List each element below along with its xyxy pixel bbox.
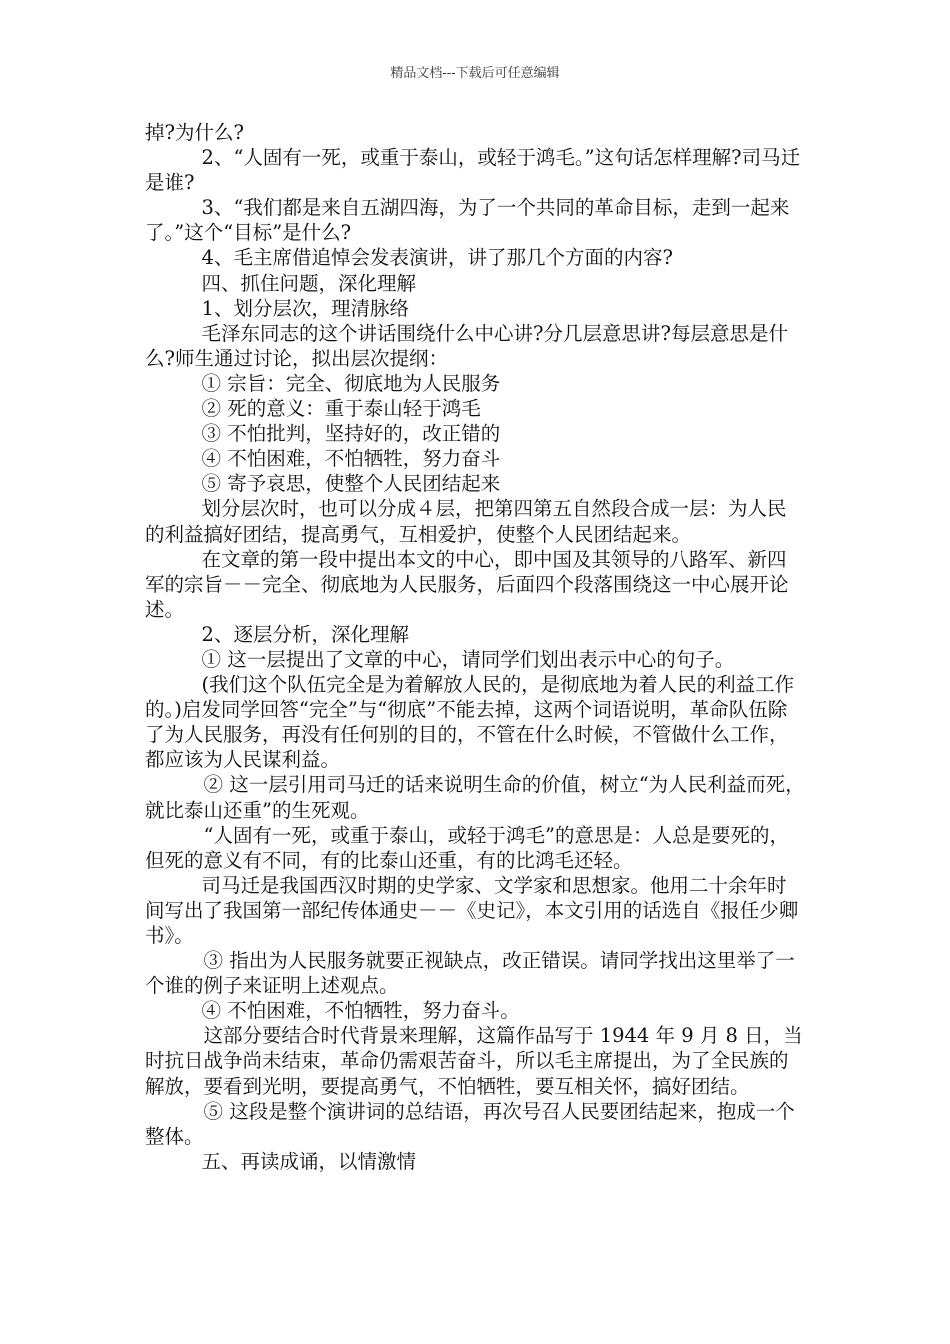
subheading-2: 2、逐层分析，深化理解 [201,622,409,646]
paragraph-14: 在文章的第一段中提出本文的中心，即中国及其领导的八路军、新四军的宗旨－－完全、彻底地为人民服务，后面四个段落围绕这一中心展开论述。 [145,547,789,621]
paragraph-21: ③ 指出为人民服务就要正视缺点，改正错误。请同学找出这里举了一个谁的例子来证明上述观点。 [145,949,795,998]
outline-item-4: ④ 不怕困难，不怕牺牲，努力奋斗 [201,447,501,471]
paragraph-20: 司马迁是我国西汉时期的史学家、文学家和思想家。他用二十余年时间写出了我国第一部纪传体通史－－《史记》，本文引用的话选自《报任少卿书》。 [145,873,799,947]
document-body [145,120,805,1174]
paragraph-23: 这部分要结合时代背景来理解，这篇作品写于 1944 年 9 月 8 日，当时抗日战争尚未结束，革命仍需艰苦奋斗，所以毛主席提出，为了全民族的解放，要看到光明，要提高勇气，不怕牺牲，要互相关怀，搞好团结。 [145,1024,803,1098]
paragraph-17: (我们这个队伍完全是为着解放人民的，是彻底地为着人民的利益工作的。)启发同学回答“完全”与“彻底”不能去掉，这两个词语说明，革命队伍除了为人民服务，再没有任何别的目的，不管在什么时候，不管做什么工作，都应该为人民谋利益。 [145,673,795,772]
paragraph-16: ① 这一层提出了文章的中心，请同学们划出表示中心的句子。 [201,647,735,671]
paragraph-22: ④ 不怕困难，不怕牺牲，努力奋斗。 [201,999,520,1023]
section-heading-5: 五、再读成诵，以情激情 [201,1149,417,1173]
section-heading-4: 四、抓住问题，深化理解 [201,271,417,295]
outline-item-5: ⑤ 寄予哀思，使整个人民团结起来 [201,472,501,496]
paragraph-18: ② 这一层引用司马迁的话来说明生命的价值，树立“为人民利益而死，就比泰山还重”的生死观。 [145,773,805,822]
page-header: 精品文档---下载后可任意编辑 [390,66,560,81]
paragraph-1: 掉?为什么? [145,121,244,144]
paragraph-3: 3、“我们都是来自五湖四海，为了一个共同的革命目标，走到一起来了。”这个“目标”是什么? [145,196,790,245]
outline-item-2: ② 死的意义：重于泰山轻于鸿毛 [201,397,481,421]
paragraph-2: 2、“人固有一死，或重于泰山，或轻于鸿毛。”这句话怎样理解?司马迁是谁? [145,146,801,195]
paragraph-4: 4、毛主席借追悼会发表演讲，讲了那几个方面的内容? [201,246,673,270]
subheading-1: 1、划分层次，理清脉络 [201,296,409,320]
paragraph-7: 毛泽东同志的这个讲话围绕什么中心讲?分几层意思讲?每层意思是什么?师生通过讨论，拟出层次提纲： [145,321,788,370]
paragraph-24: ⑤ 这段是整个演讲词的总结语，再次号召人民要团结起来，抱成一个整体。 [145,1099,795,1148]
outline-item-3: ③ 不怕批判，坚持好的，改正错的 [201,422,501,446]
outline-item-1: ① 宗旨：完全、彻底地为人民服务 [201,371,501,395]
paragraph-19: “人固有一死，或重于泰山，或轻于鸿毛”的意思是：人总是要死的，但死的意义有不同，有的比泰山还重，有的比鸿毛还轻。 [145,823,789,872]
paragraph-13: 划分层次时，也可以分成４层，把第四第五自然段合成一层：为人民的利益搞好团结，提高勇气，互相爱护，使整个人民团结起来。 [145,497,787,546]
